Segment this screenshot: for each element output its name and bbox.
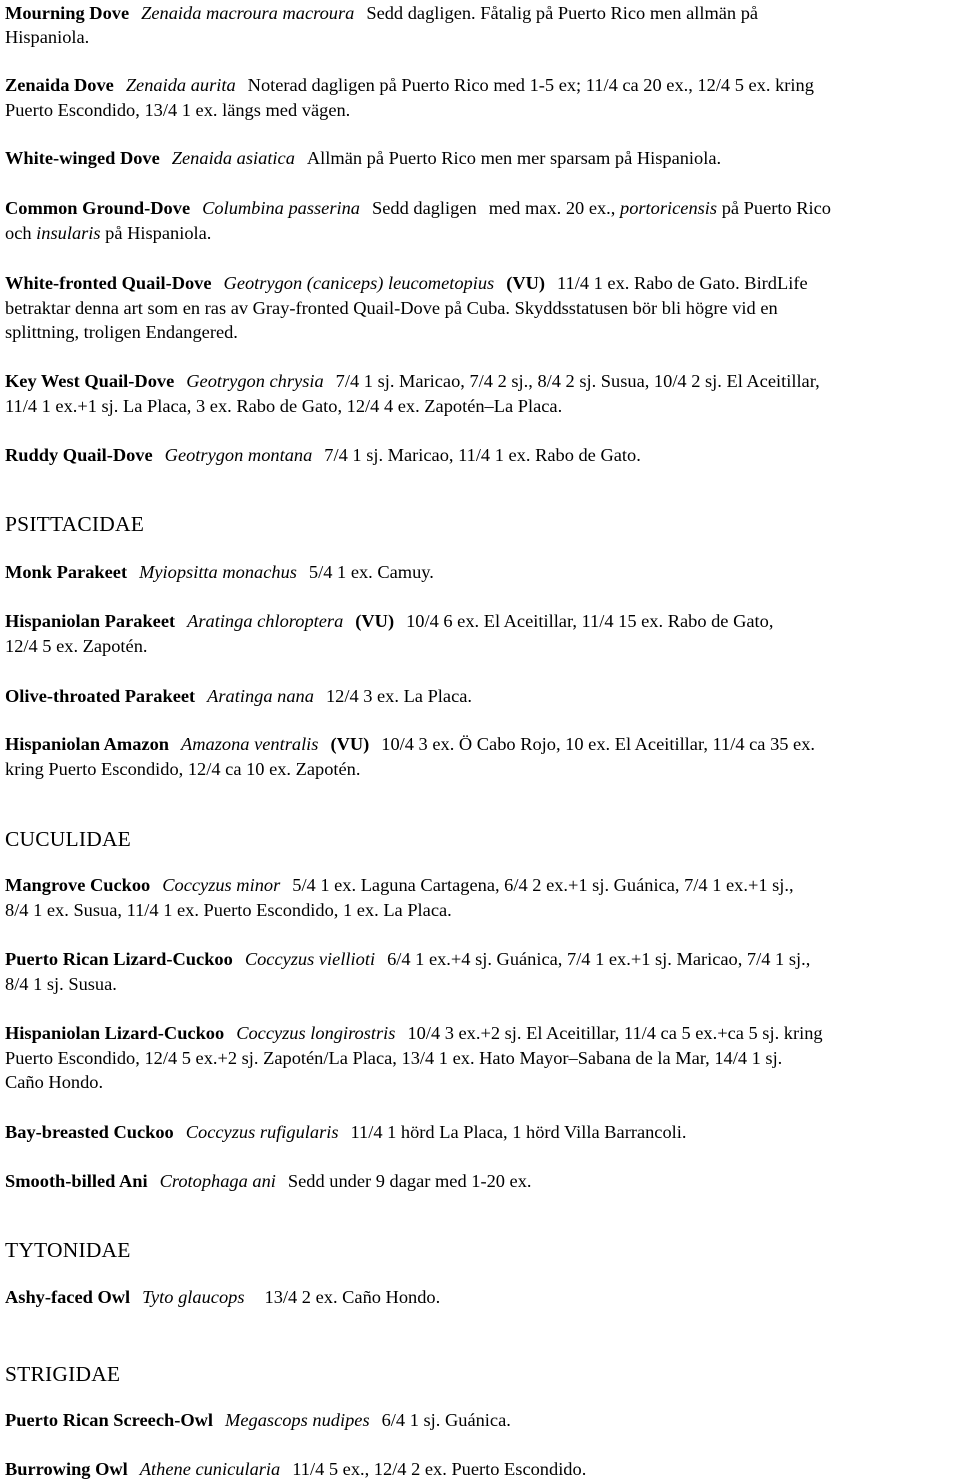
species-name: Mangrove Cuckoo: [5, 875, 151, 895]
species-name: Mourning Dove: [5, 3, 130, 23]
species-name: Burrowing Owl: [5, 1459, 128, 1479]
entry-ruddy-quail-dove: [5, 443, 641, 468]
species-notes: kring Puerto Escondido, 12/4 ca 10 ex. Zapotén.: [5, 759, 361, 779]
species-notes: på Puerto Rico: [721, 198, 831, 218]
entry-ashy-faced-owl: [5, 1285, 440, 1310]
species-notes: 8/4 1 sj. Susua.: [5, 974, 117, 994]
species-latin: Tyto glaucops: [142, 1287, 245, 1307]
family-heading-strigidae: STRIGIDAE: [5, 1362, 121, 1386]
entry-hispaniolan-lizard-cuckoo-cont2: [5, 1070, 103, 1095]
entry-hispaniolan-lizard-cuckoo-cont: [5, 1046, 782, 1071]
entry-white-winged-dove: [5, 146, 721, 171]
subspecies-name: portoricensis: [620, 198, 718, 218]
species-latin: Amazona ventralis: [181, 734, 319, 754]
entry-common-ground-dove: [5, 196, 831, 221]
species-latin: Columbina passerina: [202, 198, 360, 218]
entry-olive-throated-parakeet: [5, 684, 472, 709]
species-notes: 6/4 1 ex.+4 sj. Guánica, 7/4 1 ex.+1 sj. Maricao, 7/4 1 sj.,: [387, 949, 811, 969]
entry-hispaniolan-amazon-cont: [5, 757, 360, 782]
species-latin: Coccyzus longirostris: [236, 1023, 396, 1043]
species-latin: Coccyzus viellioti: [244, 949, 376, 969]
conservation-status: (VU): [330, 734, 370, 754]
species-notes: 5/4 1 ex. Camuy.: [308, 562, 434, 582]
family-heading-tytonidae: TYTONIDAE: [5, 1238, 131, 1262]
species-notes: Caño Hondo.: [5, 1072, 104, 1092]
species-notes: Puerto Escondido, 13/4 1 ex. längs med vägen.: [5, 100, 351, 120]
entry-zenaida-dove-cont: [5, 98, 350, 123]
species-notes: 11/4 5 ex., 12/4 2 ex. Puerto Escondido.: [292, 1459, 587, 1479]
entry-white-fronted-quail-dove: [5, 271, 808, 296]
entry-smooth-billed-ani: [5, 1169, 532, 1194]
species-name: Hispaniolan Lizard-Cuckoo: [5, 1023, 225, 1043]
entry-key-west-quail-dove-cont: [5, 394, 562, 419]
species-notes: splittning, troligen Endangered.: [5, 322, 238, 342]
species-latin: Geotrygon (caniceps) leucometopius: [223, 273, 495, 293]
species-name: Hispaniolan Parakeet: [5, 611, 176, 631]
conservation-status: (VU): [355, 611, 395, 631]
species-name: Smooth-billed Ani: [5, 1171, 148, 1191]
species-notes: 10/4 6 ex. El Aceitillar, 11/4 15 ex. Rabo de Gato,: [406, 611, 774, 631]
species-name: White-fronted Quail-Dove: [5, 273, 212, 293]
entry-bay-breasted-cuckoo: [5, 1120, 687, 1145]
entry-monk-parakeet: [5, 560, 434, 585]
species-notes: 12/4 3 ex. La Placa.: [325, 686, 472, 706]
species-latin: Aratinga chloroptera: [187, 611, 344, 631]
species-notes: 7/4 1 sj. Maricao, 11/4 1 ex. Rabo de Gato.: [324, 445, 641, 465]
species-name: Puerto Rican Screech-Owl: [5, 1410, 214, 1430]
species-notes: Sedd dagligen. Fåtalig på Puerto Rico men allmän på: [366, 3, 759, 23]
entry-common-ground-dove-cont: [5, 221, 211, 246]
species-notes: Allmän på Puerto Rico men mer sparsam på Hispaniola.: [306, 148, 722, 168]
entry-hispaniolan-parakeet-cont: [5, 634, 148, 659]
species-latin: Megascops nudipes: [225, 1410, 370, 1430]
species-latin: Coccyzus rufigularis: [185, 1122, 339, 1142]
species-notes: Puerto Escondido, 12/4 5 ex.+2 sj. Zapotén/La Placa, 13/4 1 ex. Hato Mayor–Sabana de la Mar, 14/4 1 sj.: [5, 1048, 783, 1068]
species-latin: Athene cunicularia: [139, 1459, 281, 1479]
species-notes: 8/4 1 ex. Susua, 11/4 1 ex. Puerto Escondido, 1 ex. La Placa.: [5, 900, 452, 920]
species-latin: Geotrygon chrysia: [186, 371, 324, 391]
family-heading-cuculidae: CUCULIDAE: [5, 827, 132, 851]
entry-zenaida-dove: [5, 73, 814, 98]
entry-white-fronted-quail-dove-cont2: [5, 320, 238, 345]
conservation-status: (VU): [506, 273, 546, 293]
species-notes: 11/4 1 ex. Rabo de Gato. BirdLife: [557, 273, 808, 293]
entry-puerto-rican-lizard-cuckoo-cont: [5, 972, 117, 997]
species-latin: Aratinga nana: [207, 686, 314, 706]
species-name: Puerto Rican Lizard-Cuckoo: [5, 949, 233, 969]
species-latin: Myiopsitta monachus: [139, 562, 297, 582]
species-notes: på Hispaniola.: [105, 223, 212, 243]
species-notes: betraktar denna art som en ras av Gray-fronted Quail-Dove på Cuba. Skyddsstatusen bör bli högre vid en: [5, 298, 778, 318]
species-name: Monk Parakeet: [5, 562, 128, 582]
species-notes: Sedd under 9 dagar med 1-20 ex.: [287, 1171, 532, 1191]
species-latin: Zenaida asiatica: [171, 148, 295, 168]
entry-hispaniolan-lizard-cuckoo: [5, 1021, 823, 1046]
species-name: Common Ground-Dove: [5, 198, 191, 218]
family-heading-psittacidae: PSITTACIDAE: [5, 512, 145, 536]
species-name: Ruddy Quail-Dove: [5, 445, 153, 465]
species-notes: 12/4 5 ex. Zapotén.: [5, 636, 148, 656]
species-notes: 11/4 1 hörd La Placa, 1 hörd Villa Barrancoli.: [350, 1122, 687, 1142]
species-notes: 10/4 3 ex.+2 sj. El Aceitillar, 11/4 ca 5 ex.+ca 5 sj. kring: [407, 1023, 823, 1043]
species-notes: 11/4 1 ex.+1 sj. La Placa, 3 ex. Rabo de Gato, 12/4 4 ex. Zapotén–La Placa.: [5, 396, 563, 416]
entry-mourning-dove-cont: [5, 25, 89, 50]
species-latin: Geotrygon montana: [164, 445, 313, 465]
species-notes: Noterad dagligen på Puerto Rico med 1-5 ex; 11/4 ca 20 ex., 12/4 5 ex. kring: [247, 75, 814, 95]
species-name: White-winged Dove: [5, 148, 160, 168]
species-name: Zenaida Dove: [5, 75, 114, 95]
species-latin: Zenaida macroura macroura: [141, 3, 355, 23]
species-name: Key West Quail-Dove: [5, 371, 175, 391]
species-notes: och: [5, 223, 32, 243]
species-latin: Zenaida aurita: [125, 75, 236, 95]
entry-mangrove-cuckoo-cont: [5, 898, 452, 923]
species-name: Ashy-faced Owl: [5, 1287, 131, 1307]
entry-hispaniolan-amazon: [5, 732, 815, 757]
species-notes: 6/4 1 sj. Guánica.: [381, 1410, 511, 1430]
species-notes: Hispaniola.: [5, 27, 90, 47]
entry-key-west-quail-dove: [5, 369, 820, 394]
subspecies-name: insularis: [36, 223, 101, 243]
species-notes: med max. 20 ex.,: [488, 198, 616, 218]
species-name: Hispaniolan Amazon: [5, 734, 170, 754]
entry-white-fronted-quail-dove-cont: [5, 296, 778, 321]
entry-hispaniolan-parakeet: [5, 609, 773, 634]
species-notes: 5/4 1 ex. Laguna Cartagena, 6/4 2 ex.+1 sj. Guánica, 7/4 1 ex.+1 sj.,: [292, 875, 794, 895]
species-latin: Crotophaga ani: [159, 1171, 276, 1191]
species-name: Bay-breasted Cuckoo: [5, 1122, 174, 1142]
species-notes: 13/4 2 ex. Caño Hondo.: [264, 1287, 441, 1307]
species-notes: Sedd dagligen: [372, 198, 477, 218]
species-notes: 10/4 3 ex. Ö Cabo Rojo, 10 ex. El Aceitillar, 11/4 ca 35 ex.: [381, 734, 816, 754]
entry-puerto-rican-lizard-cuckoo: [5, 947, 810, 972]
species-name: Olive-throated Parakeet: [5, 686, 196, 706]
species-notes: 7/4 1 sj. Maricao, 7/4 2 sj., 8/4 2 sj. Susua, 10/4 2 sj. El Aceitillar,: [335, 371, 820, 391]
entry-mangrove-cuckoo: [5, 873, 794, 898]
entry-burrowing-owl: [5, 1457, 586, 1482]
entry-puerto-rican-screech-owl: [5, 1408, 511, 1433]
entry-mourning-dove: [5, 1, 758, 26]
species-latin: Coccyzus minor: [162, 875, 281, 895]
